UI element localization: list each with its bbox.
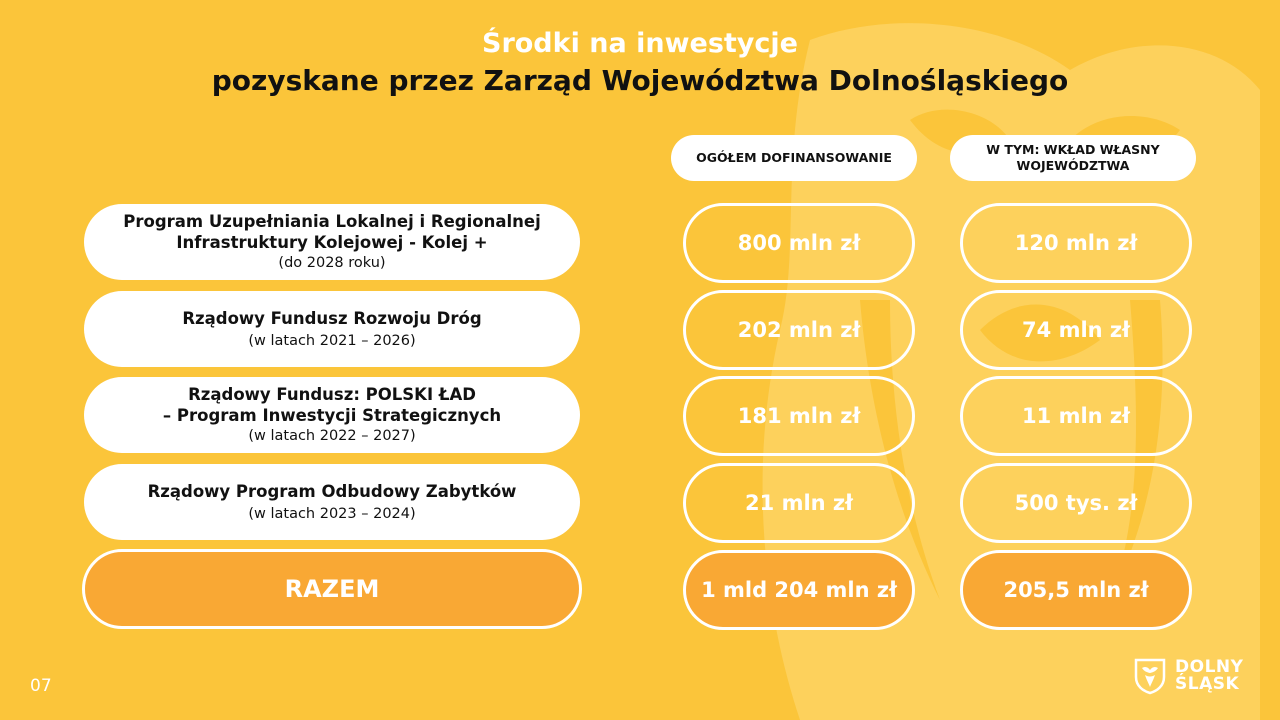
- program-row-fundusz-drog: [84, 291, 580, 367]
- column-header-total-label: OGÓŁEM DOFINANSOWANIE: [696, 150, 892, 165]
- program-title-line1: Program Uzupełniania Lokalnej i Regionalnej: [123, 212, 541, 231]
- total-value-polski-lad: 181 mln zł: [683, 376, 915, 456]
- page-title-line2: pozyskane przez Zarząd Województwa Dolnośląskiego: [211, 64, 1069, 97]
- program-title-line2: Infrastruktury Kolejowej - Kolej +: [176, 233, 488, 252]
- program-period: (do 2028 roku): [278, 255, 386, 271]
- summary-total-value: 1 mld 204 mln zł: [683, 550, 915, 630]
- own-value-polski-lad: 11 mln zł: [960, 376, 1192, 456]
- dolny-slask-logo: [1133, 657, 1243, 695]
- page-number: 07: [30, 676, 52, 696]
- program-period: (w latach 2021 – 2026): [248, 332, 416, 349]
- program-row-kolej-plus: [84, 204, 580, 280]
- own-value-fundusz-drog: 74 mln zł: [960, 290, 1192, 370]
- program-row-polski-lad: [84, 377, 580, 453]
- program-row-odbudowa-zabytkow: [84, 464, 580, 540]
- column-header-own-contribution: [950, 135, 1196, 181]
- program-title-line1: Rządowy Fundusz Rozwoju Dróg: [182, 308, 482, 328]
- total-value-odbudowa-zabytkow: 21 mln zł: [683, 463, 915, 543]
- program-period: (w latach 2023 – 2024): [248, 505, 416, 522]
- own-value-kolej-plus: 120 mln zł: [960, 203, 1192, 283]
- logo-text-line2: ŚLĄSK: [1175, 674, 1240, 694]
- page-title-line1: Środki na inwestycje: [482, 28, 798, 59]
- column-header-own-line2: WOJEWÓDZTWA: [1016, 158, 1130, 173]
- eagle-shield-icon: [1133, 657, 1167, 695]
- program-title-line1: Rządowy Fundusz: POLSKI ŁAD: [188, 385, 476, 404]
- total-value-fundusz-drog: 202 mln zł: [683, 290, 915, 370]
- own-value-odbudowa-zabytkow: 500 tys. zł: [960, 463, 1192, 543]
- column-header-total: [671, 135, 917, 181]
- logo-text-line1: DOLNY: [1175, 657, 1244, 677]
- program-title-line2: – Program Inwestycji Strategicznych: [162, 406, 502, 425]
- column-header-own-line1: W TYM: WKŁAD WŁASNY: [986, 142, 1160, 157]
- program-title-line1: Rządowy Program Odbudowy Zabytków: [147, 481, 517, 501]
- total-value-kolej-plus: 800 mln zł: [683, 203, 915, 283]
- summary-own-value: 205,5 mln zł: [960, 550, 1192, 630]
- summary-label: RAZEM: [82, 549, 582, 629]
- program-period: (w latach 2022 – 2027): [248, 428, 416, 444]
